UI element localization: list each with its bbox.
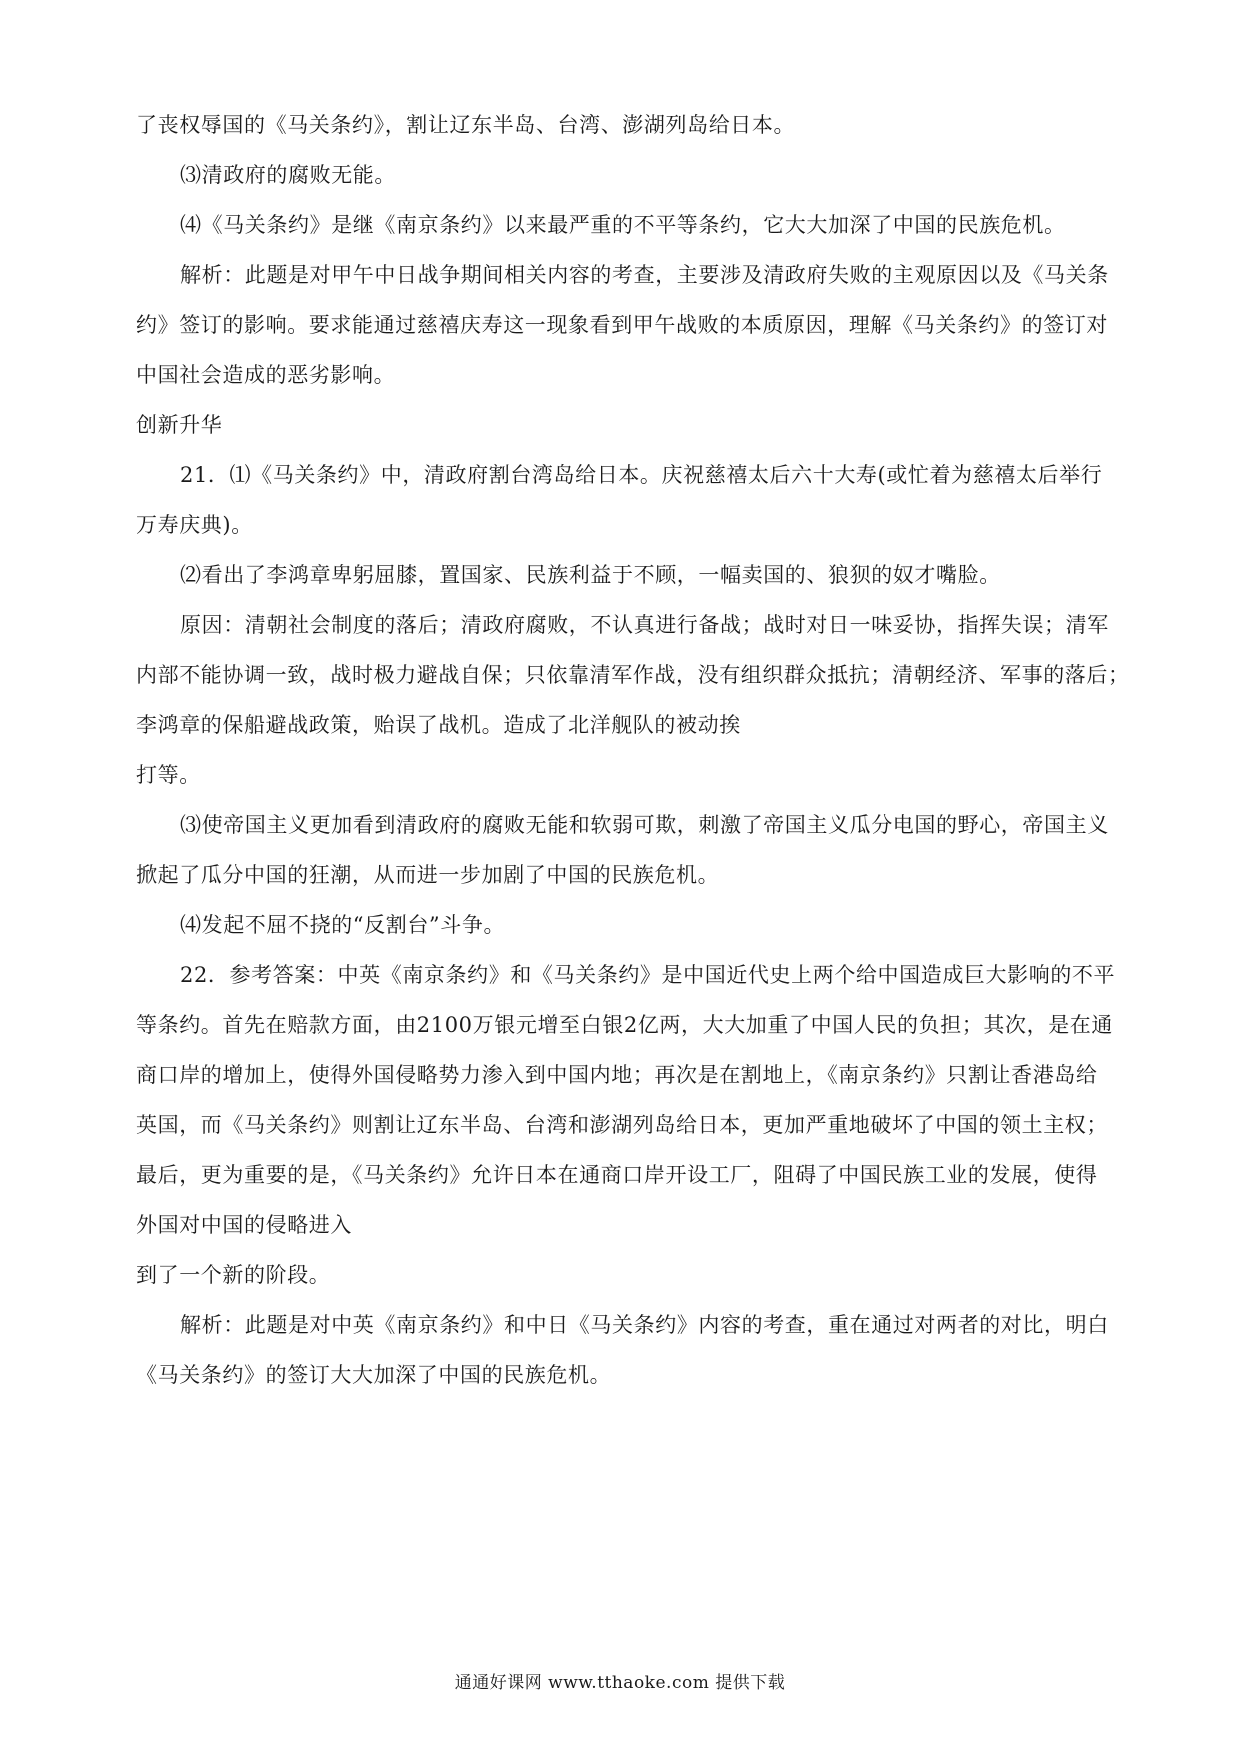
text-line: ⑶使帝国主义更加看到清政府的腐败无能和软弱可欺，刺激了帝国主义瓜分电国的野心，帝国主义 xyxy=(180,813,1109,837)
document-body xyxy=(136,100,1130,1400)
text-line: 了丧权辱国的《马关条约》，割让辽东半岛、台湾、澎湖列岛给日本。 xyxy=(136,113,796,137)
text-line: 创新升华 xyxy=(136,413,223,437)
text-line: 外国对中国的侵略进入 xyxy=(136,1213,352,1237)
text-line: 掀起了瓜分中国的狂潮，从而进一步加剧了中国的民族危机。 xyxy=(136,863,720,887)
text-line: 《马关条约》的签订大大加深了中国的民族危机。 xyxy=(136,1363,612,1387)
text-line: 到了一个新的阶段。 xyxy=(136,1263,331,1287)
text-line: 解析：此题是对中英《南京条约》和中日《马关条约》内容的考查，重在通过对两者的对比，明白 xyxy=(180,1313,1109,1337)
text-line: ⑵看出了李鸿章卑躬屈膝，置国家、民族利益于不顾，一幅卖国的、狼狈的奴才嘴脸。 xyxy=(180,563,1001,587)
text-line: 李鸿章的保船避战政策，贻误了战机。造成了北洋舰队的被动挨 xyxy=(136,713,741,737)
page-footer: 通通好课网 www.tthaoke.com 提供下载 xyxy=(454,1673,786,1693)
text-line: 解析：此题是对甲午中日战争期间相关内容的考查，主要涉及清政府失败的主观原因以及《马关条 xyxy=(180,263,1109,287)
text-line: 打等。 xyxy=(136,763,201,787)
text-line: 最后，更为重要的是，《马关条约》允许日本在通商口岸开设工厂，阻碍了中国民族工业的发展，使得 xyxy=(136,1163,1098,1187)
text-line: 等条约。首先在赔款方面，由2100万银元增至白银2亿两，大大加重了中国人民的负担；其次，是在通 xyxy=(136,1013,1113,1037)
text-line: 原因：清朝社会制度的落后；清政府腐败，不认真进行备战；战时对日一味妥协，指挥失误；清军 xyxy=(180,613,1109,637)
text-line: 约》签订的影响。要求能通过慈禧庆寿这一现象看到甲午战败的本质原因，理解《马关条约》的签订对 xyxy=(136,313,1108,337)
text-line: ⑷《马关条约》是继《南京条约》以来最严重的不平等条约，它大大加深了中国的民族危机。 xyxy=(180,213,1066,237)
text-line: 21．⑴《马关条约》中，清政府割台湾岛给日本。庆祝慈禧太后六十大寿(或忙着为慈禧太后举行 xyxy=(180,463,1103,487)
text-line: 中国社会造成的恶劣影响。 xyxy=(136,363,396,387)
text-line: 22．参考答案：中英《南京条约》和《马关条约》是中国近代史上两个给中国造成巨大影响的不平 xyxy=(180,963,1116,987)
text-line: 商口岸的增加上，使得外国侵略势力渗入到中国内地；再次是在割地上，《南京条约》只割让香港岛给 xyxy=(136,1063,1098,1087)
text-line: ⑷发起不屈不挠的“反割台”斗争。 xyxy=(180,913,506,937)
text-line: 万寿庆典)。 xyxy=(136,513,253,537)
text-line: 内部不能协调一致，战时极力避战自保；只依靠清军作战，没有组织群众抵抗；清朝经济、军事的落后； xyxy=(136,663,1130,687)
text-line: ⑶清政府的腐败无能。 xyxy=(180,163,396,187)
text-line: 英国，而《马关条约》则割让辽东半岛、台湾和澎湖列岛给日本，更加严重地破坏了中国的领土主权； xyxy=(136,1113,1108,1137)
